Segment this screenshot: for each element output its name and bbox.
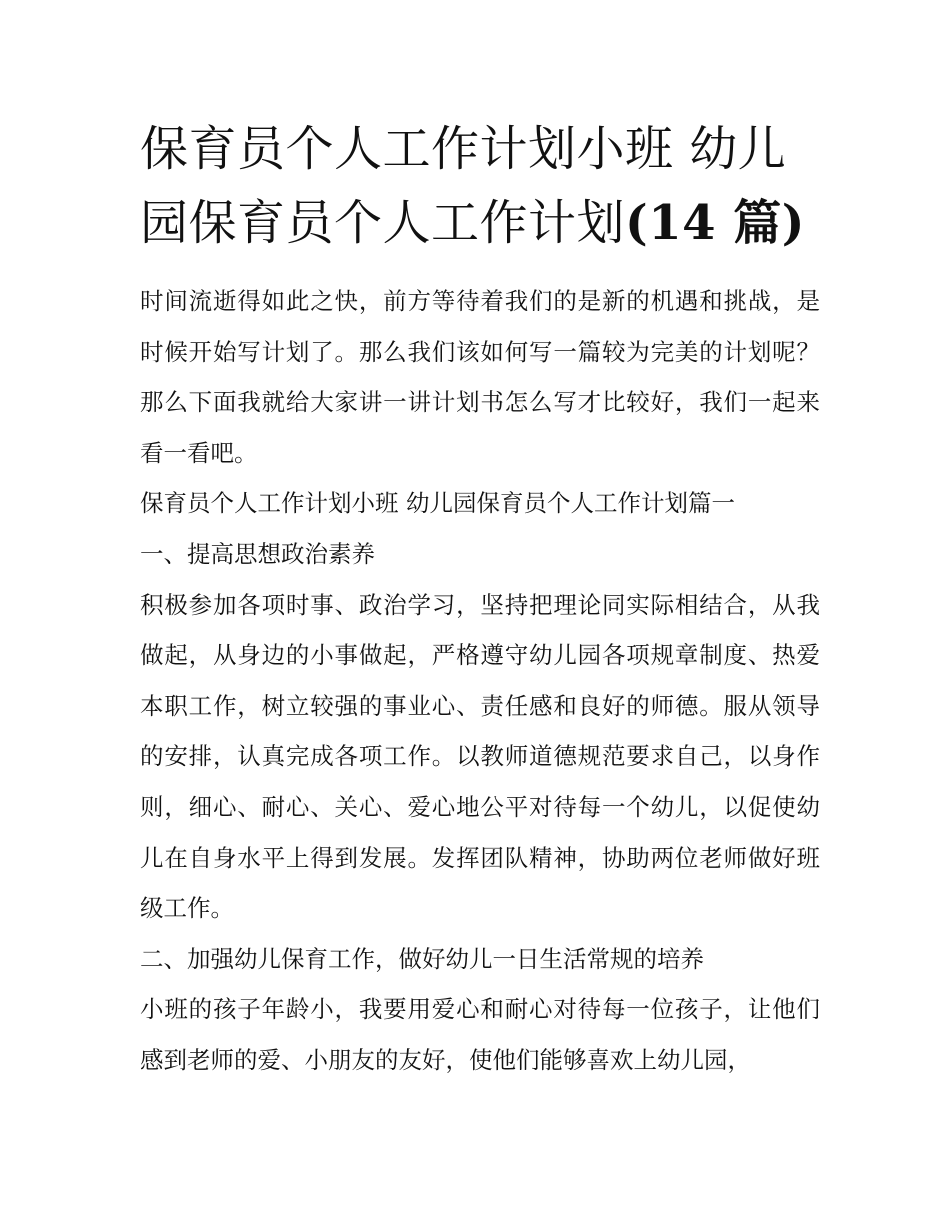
body-paragraph-1: 积极参加各项时事、政治学习，坚持把理论同实际相结合，从我做起，从身边的小事做起，严格遵守幼儿园各项规章制度、热爱本职工作，树立较强的事业心、责任感和良好的师德。服从领导的安排，认真完成各项工作。以教师道德规范要求自己，以身作则，细心、耐心、关心、爱心地公平对待每一个幼儿，以促使幼儿在自身水平上得到发展。发挥团队精神，协助两位老师做好班级工作。 (140, 590, 820, 923)
title-count: (14 篇) (625, 195, 805, 251)
section-heading: 保育员个人工作计划小班 幼儿园保育员个人工作计划篇一 (140, 489, 735, 518)
body-paragraph-2: 小班的孩子年龄小，我要用爱心和耐心对待每一位孩子，让他们感到老师的爱、小朋友的友好，使他们能够喜欢上幼儿园， (140, 995, 820, 1074)
document-title (140, 112, 820, 260)
document-body (140, 276, 820, 1086)
intro-paragraph: 时间流逝得如此之快，前方等待着我们的是新的机遇和挑战，是时候开始写计划了。那么我们该如何写一篇较为完美的计划呢？那么下面我就给大家讲一讲计划书怎么写才比较好，我们一起来看一看吧。 (140, 287, 820, 467)
subheading-2: 二、加强幼儿保育工作，做好幼儿一日生活常规的培养 (140, 944, 704, 973)
subheading-1: 一、提高思想政治素养 (140, 539, 375, 568)
title-line-2: 园保育员个人工作计划 (140, 195, 626, 251)
title-line-1: 保育员个人工作计划小班 幼儿 (140, 121, 787, 177)
